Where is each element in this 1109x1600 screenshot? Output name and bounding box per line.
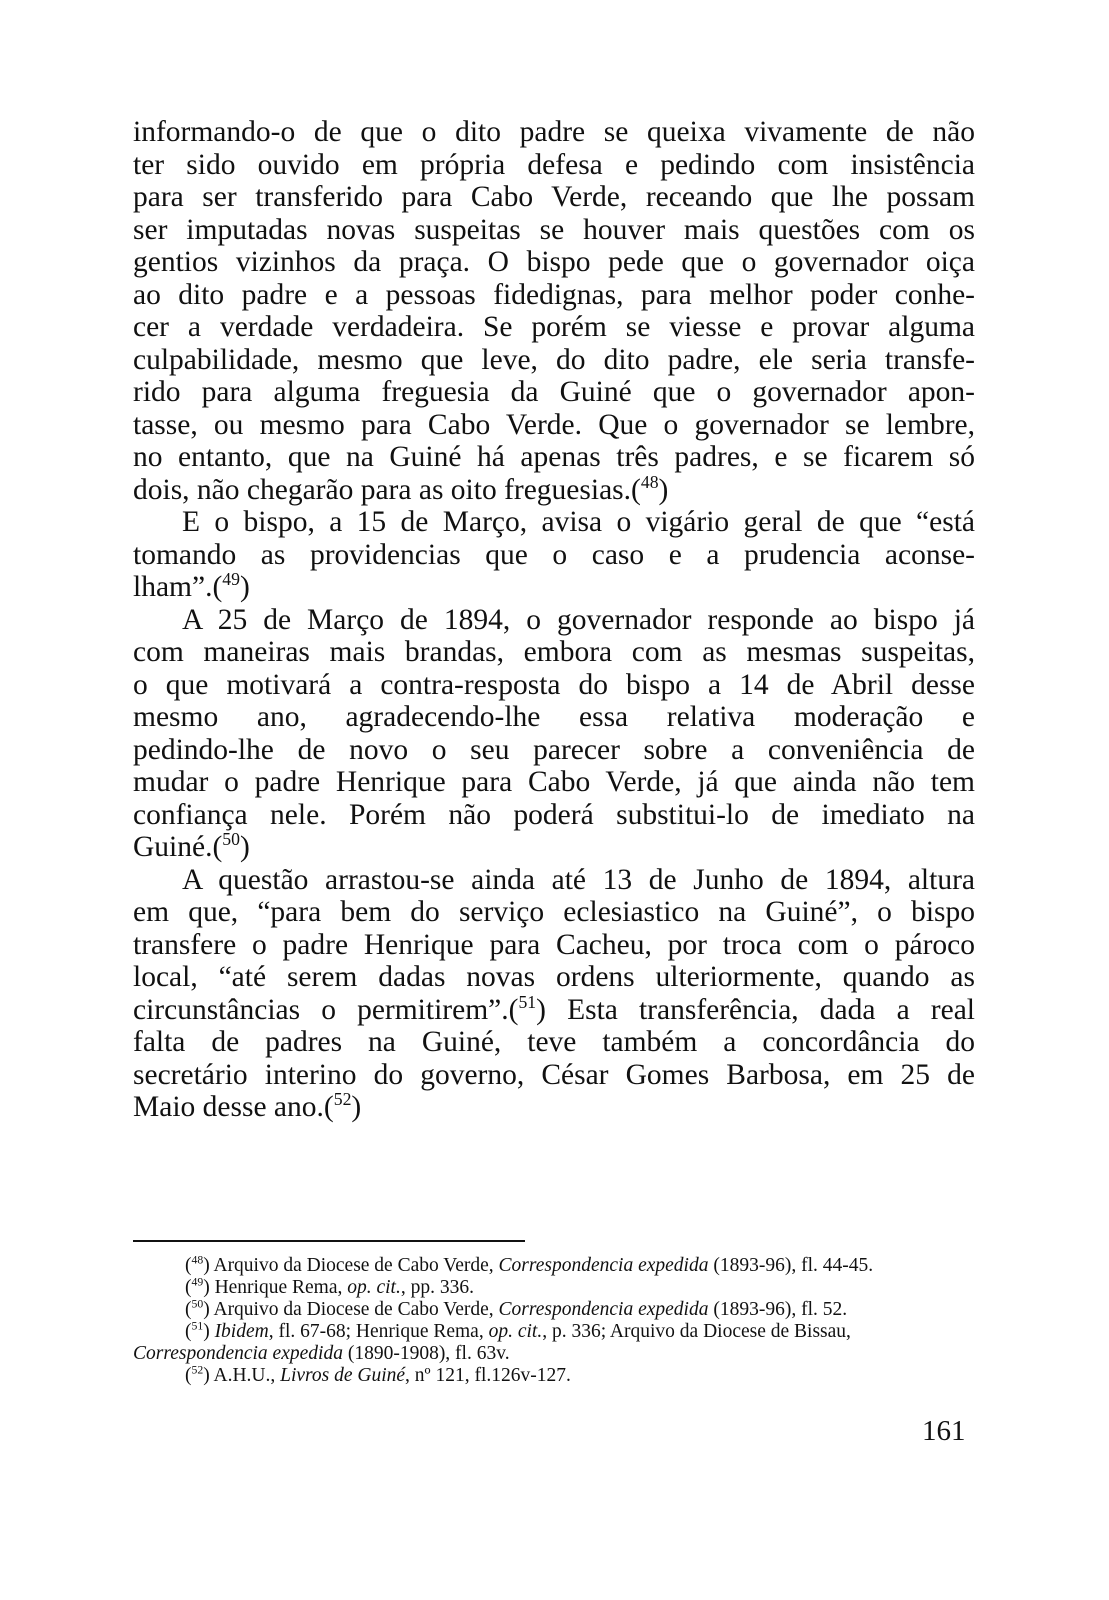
line-text: mudar o padre Henrique para Cabo Verde, já que ainda não tem — [133, 766, 975, 798]
text-line — [133, 734, 975, 767]
footnote-text: , fl. 67-68; Henrique Rema, — [268, 1321, 489, 1342]
text-line — [133, 1026, 975, 1059]
line-text: pedindo-lhe de novo o seu parecer sobre a conveniência de — [133, 733, 975, 766]
footnote: ($^{49}$) Henrique Rema, op. cit., pp. 336. — [185, 1275, 474, 1298]
line-text: local, “até serem dadas novas ordens ulteriormente, quando as — [133, 961, 975, 993]
text-line — [133, 929, 975, 962]
footnote-text: Correspondencia expedida — [498, 1255, 709, 1276]
text-line — [133, 149, 975, 182]
footnote: ($^{52}$) A.H.U., Livros de Guiné, nº 121, fl.126v-127. — [185, 1363, 571, 1386]
text-line — [133, 1091, 975, 1124]
line-text: mesmo ano, agradecendo-lhe essa relativa moderação e — [133, 701, 975, 733]
footnote-number: 49 — [191, 1275, 204, 1289]
line-text: ) — [658, 473, 669, 506]
line-text: em que, “para bem do serviço eclesiastico na Guiné”, o bispo — [133, 896, 975, 928]
footnote-text: Correspondencia expedida — [498, 1299, 709, 1320]
footnote-number: 50 — [191, 1297, 204, 1311]
text-line — [133, 506, 975, 539]
line-text: ter sido ouvido em própria defesa e pedindo com insistência — [133, 148, 975, 181]
line-text: dois, não chegarão para as oito freguesias.( — [133, 473, 641, 506]
line-text: secretário interino do governo, César Gomes Barbosa, em 25 de — [133, 1058, 975, 1091]
footnote-text: , p. 336; Arquivo da Diocese de Bissau, — [542, 1321, 851, 1342]
text-line — [133, 1059, 975, 1092]
footnote: ($^{48}$) Arquivo da Diocese de Cabo Verde, Correspondencia expedida (1893-96), fl. 44-45. — [185, 1253, 874, 1276]
text-line — [133, 864, 975, 897]
line-text: tomando as providencias que o caso e a prudencia aconse- — [133, 538, 975, 571]
line-text: A 25 de Março de 1894, o governador responde ao bispo já — [182, 603, 975, 636]
line-text: para ser transferido para Cabo Verde, receando que lhe possam — [133, 181, 975, 213]
text-line — [133, 604, 975, 637]
footnote-text: op. cit. — [347, 1277, 401, 1298]
line-text: culpabilidade, mesmo que leve, do dito padre, ele seria transfe- — [133, 343, 975, 376]
line-text: transfere o padre Henrique para Cacheu, por troca com o pároco — [133, 928, 975, 961]
footnote: ($^{50}$) Arquivo da Diocese de Cabo Verde, Correspondencia expedida (1893-96), fl. 52. — [185, 1297, 848, 1320]
line-text: Maio desse ano.( — [133, 1091, 334, 1123]
text-line — [133, 636, 975, 669]
text-line — [133, 766, 975, 799]
footnote-text: A.H.U., — [213, 1365, 281, 1386]
footnote-text: (1890-1908), fl. 63v. — [342, 1343, 510, 1364]
footnote-text: op. cit. — [488, 1321, 543, 1342]
footnote-text: Ibidem — [214, 1321, 269, 1342]
footnote-text: (1893-96), fl. 52. — [708, 1299, 848, 1320]
footnote-ref: 52 — [333, 1089, 352, 1110]
text-line — [133, 669, 975, 702]
line-text: circunstâncias o permitirem”.( — [133, 993, 519, 1026]
line-text: no entanto, que na Guiné há apenas três padres, e se ficarem só — [133, 441, 975, 473]
line-text: cer a verdade verdadeira. Se porém se viesse e provar alguma — [133, 311, 975, 343]
line-text: ) — [239, 571, 250, 603]
footnote-text: Correspondencia expedida — [133, 1343, 343, 1364]
text-line — [133, 311, 975, 344]
line-text: Guiné.( — [133, 831, 223, 863]
line-text: rido para alguma freguesia da Guiné que o governador apon- — [133, 376, 975, 408]
text-line — [133, 409, 975, 442]
line-text: lham”.( — [133, 571, 223, 603]
line-text: tasse, ou mesmo para Cabo Verde. Que o governador se lembre, — [133, 408, 975, 441]
text-line — [133, 831, 975, 864]
text-line — [133, 571, 975, 604]
text-line — [133, 991, 975, 1027]
line-text: informando-o de que o dito padre se queixa vivamente de não — [133, 116, 975, 148]
text-line — [133, 799, 975, 832]
footnote-text: Livros de Guiné — [280, 1365, 406, 1386]
text-line — [133, 376, 975, 409]
page-number: 161 — [922, 1415, 966, 1447]
footnote-text: Arquivo da Diocese de Cabo Verde, — [213, 1255, 499, 1276]
text-line — [133, 246, 975, 279]
text-line — [133, 214, 975, 247]
footnote-text: Arquivo da Diocese de Cabo Verde, — [213, 1299, 499, 1320]
footnote-ref: 49 — [222, 569, 240, 590]
body-text — [133, 116, 975, 1124]
line-text: confiança nele. Porém não poderá substitui-lo de imediato na — [133, 798, 975, 831]
line-text: ) — [239, 831, 250, 863]
text-line — [133, 181, 975, 214]
line-text: com maneiras mais brandas, embora com as mesmas suspeitas, — [133, 636, 975, 668]
footnotes — [133, 1255, 975, 1387]
text-line — [133, 116, 975, 149]
footnote-ref: 51 — [518, 991, 537, 1012]
line-text: ser imputadas novas suspeitas se houver mais questões com os — [133, 213, 975, 246]
footnote-text: , pp. 336. — [400, 1277, 474, 1298]
text-line — [133, 441, 975, 474]
line-text: falta de padres na Guiné, teve também a concordância do — [133, 1026, 975, 1058]
footnote-number: 52 — [191, 1363, 204, 1377]
text-line — [133, 896, 975, 929]
line-text: ) Esta transferência, dada a real — [536, 993, 975, 1026]
text-line — [133, 701, 975, 734]
footnote: ($^{51}$) Ibidem, fl. 67-68; Henrique Rema, op. cit., p. 336; Arquivo da Diocese de Bissau, — [185, 1319, 851, 1342]
footnote-ref: 48 — [640, 471, 659, 492]
line-text: gentios vizinhos da praça. O bispo pede que o governador oiça — [133, 246, 975, 278]
text-line — [133, 539, 975, 572]
text-line — [133, 961, 975, 994]
text-line — [133, 471, 975, 507]
line-text: o que motivará a contra-resposta do bispo a 14 de Abril desse — [133, 668, 975, 701]
footnote-ref: 50 — [222, 829, 240, 850]
footnote-divider — [133, 1240, 525, 1242]
footnote-number: 51 — [191, 1319, 204, 1333]
footnote-text: (1893-96), fl. 44-45. — [708, 1255, 874, 1276]
line-text: ) — [351, 1091, 362, 1123]
text-line — [133, 344, 975, 377]
footnote-continuation — [133, 1343, 975, 1365]
line-text: E o bispo, a 15 de Março, avisa o vigário geral de que “está — [182, 506, 975, 538]
text-line — [133, 279, 975, 312]
footnote-text: Henrique Rema, — [214, 1277, 348, 1298]
line-text: A questão arrastou-se ainda até 13 de Junho de 1894, altura — [182, 863, 975, 896]
line-text: ao dito padre e a pessoas fidedignas, para melhor poder conhe- — [133, 278, 975, 311]
footnote-text: , nº 121, fl.126v-127. — [405, 1365, 571, 1386]
footnote-number: 48 — [191, 1253, 204, 1267]
